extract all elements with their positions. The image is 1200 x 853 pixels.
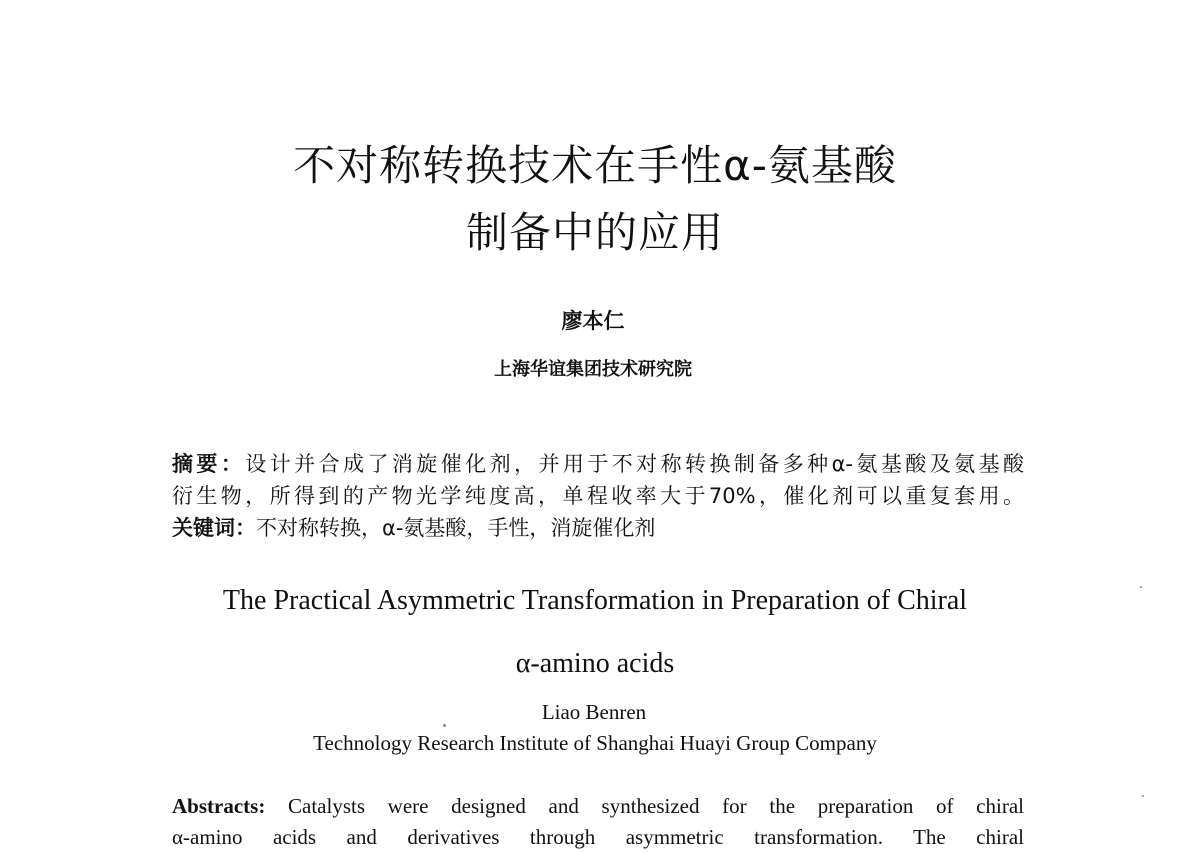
scan-speck — [443, 724, 446, 727]
abstract-cn-label: 摘要： — [172, 452, 246, 476]
abstract-en-line-2: α-amino acids and derivatives through asymmetric transformation. The chiral — [172, 825, 1024, 849]
keywords-cn-label: 关键词： — [172, 516, 256, 540]
affiliation-en: Technology Research Institute of Shanghai Huayi Group Company — [313, 731, 877, 755]
abstract-cn-line-1 — [172, 448, 1024, 478]
abstract-cn-line-2: 衍生物，所得到的产物光学纯度高，单程收率大于70%，催化剂可以重复套用。 — [172, 484, 1024, 508]
abstract-cn-text-1: 设计并合成了消旋催化剂，并用于不对称转换制备多种α-氨基酸及氨基酸 — [245, 452, 1025, 476]
title-cn-line-2: 制备中的应用 — [465, 208, 724, 257]
abstract-en-text-1: Catalysts were designed and synthesized for the preparation of chiral — [288, 794, 1024, 818]
title-cn-line-1: 不对称转换技术在手性α-氨基酸 — [293, 141, 897, 190]
author-en: Liao Benren — [541, 700, 647, 724]
keywords-cn — [172, 512, 1024, 542]
title-en-line-2: α-amino acids — [515, 648, 675, 679]
abstract-en-label: Abstracts: — [172, 794, 266, 818]
title-en-line-1: The Practical Asymmetric Transformation in Preparation of Chiral — [222, 585, 968, 616]
author-cn: 廖本仁 — [561, 309, 625, 333]
affiliation-cn: 上海华谊集团技术研究院 — [494, 359, 692, 380]
keywords-cn-text: 不对称转换，α-氨基酸，手性，消旋催化剂 — [256, 516, 656, 540]
scan-speck — [1140, 586, 1142, 588]
scan-speck — [1142, 795, 1144, 797]
abstract-en-line-1 — [172, 794, 1024, 819]
